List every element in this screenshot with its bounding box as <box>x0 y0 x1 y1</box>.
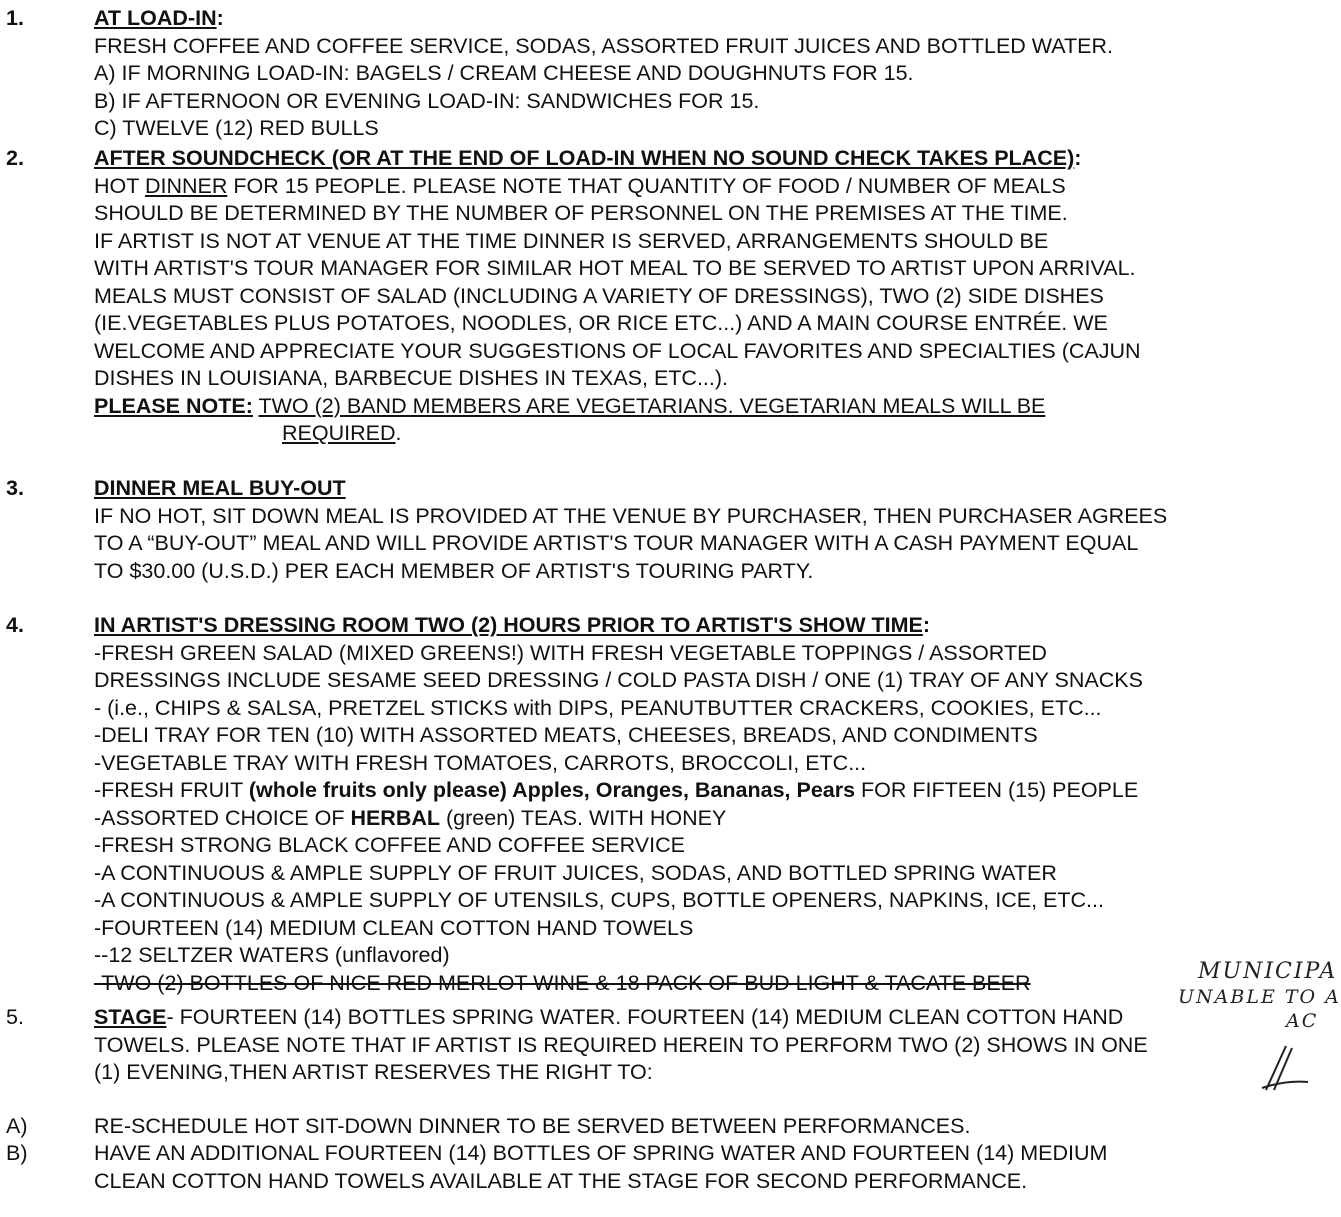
section-3 <box>94 475 1316 585</box>
section-4-line-2: DRESSINGS INCLUDE SESAME SEED DRESSING / COLD PASTA DISH / ONE (1) TRAY OF ANY SNACKS <box>94 668 1143 692</box>
handwritten-note-line-3: AC <box>1286 1010 1319 1032</box>
section-5-line-2: TOWELS. PLEASE NOTE THAT IF ARTIST IS REQUIRED HEREIN TO PERFORM TWO (2) SHOWS IN ONE <box>94 1032 1148 1057</box>
section-2-line-1: HOT DINNER FOR 15 PEOPLE. PLEASE NOTE THAT QUANTITY OF FOOD / NUMBER OF MEALS <box>94 173 1066 198</box>
tail-item-b-marker: B) <box>6 1141 28 1165</box>
section-4-line-6: -FRESH FRUIT (whole fruits only please) Apples, Oranges, Bananas, Pears FOR FIFTEEN (15) PEOPLE <box>94 778 1139 802</box>
tail-item-b <box>94 1140 1107 1195</box>
section-3-line-3: TO $30.00 (U.S.D.) PER EACH MEMBER OF ARTIST'S TOURING PARTY. <box>94 558 814 583</box>
section-4-line-7: -ASSORTED CHOICE OF HERBAL (green) TEAS. WITH HONEY <box>94 805 727 830</box>
section-2-line-2: SHOULD BE DETERMINED BY THE NUMBER OF PERSONNEL ON THE PREMISES AT THE TIME. <box>94 201 1068 225</box>
section-4-heading: IN ARTIST'S DRESSING ROOM TWO (2) HOURS PRIOR TO ARTIST'S SHOW TIME <box>94 613 923 637</box>
section-1-item-c: C) TWELVE (12) RED BULLS <box>94 116 379 140</box>
section-2-line-6: (IE.VEGETABLES PLUS POTATOES, NOODLES, OR RICE ETC...) AND A MAIN COURSE ENTRÉE. WE <box>94 311 1108 335</box>
section-2-line-7: WELCOME AND APPRECIATE YOUR SUGGESTIONS OF LOCAL FAVORITES AND SPECIALTIES (CAJUN <box>94 338 1141 363</box>
section-4 <box>94 612 1316 997</box>
section-4-heading-line: IN ARTIST'S DRESSING ROOM TWO (2) HOURS PRIOR TO ARTIST'S SHOW TIME: <box>94 613 931 637</box>
section-4-line-8: -FRESH STRONG BLACK COFFEE AND COFFEE SERVICE <box>94 833 685 857</box>
section-4-line-10: -A CONTINUOUS & AMPLE SUPPLY OF UTENSILS, CUPS, BOTTLE OPENERS, NAPKINS, ICE, ETC... <box>94 888 1104 912</box>
section-5 <box>94 1004 1319 1087</box>
section-2-heading: AFTER SOUNDCHECK (OR AT THE END OF LOAD-IN WHEN NO SOUND CHECK TAKES PLACE) <box>94 146 1075 170</box>
section-2-line-8: DISHES IN LOUISIANA, BARBECUE DISHES IN TEXAS, ETC...). <box>94 366 728 390</box>
stage-label: STAGE <box>94 1005 167 1029</box>
section-1-line-1: FRESH COFFEE AND COFFEE SERVICE, SODAS, ASSORTED FRUIT JUICES AND BOTTLED WATER. <box>94 33 1114 58</box>
tail-item-b-line-1: HAVE AN ADDITIONAL FOURTEEN (14) BOTTLES OF SPRING WATER AND FOURTEEN (14) MEDIUM <box>94 1141 1108 1165</box>
section-1-item-b: B) IF AFTERNOON OR EVENING LOAD-IN: SANDWICHES FOR 15. <box>94 88 760 113</box>
section-4-line-4: -DELI TRAY FOR TEN (10) WITH ASSORTED MEATS, CHEESES, BREADS, AND CONDIMENTS <box>94 723 1038 747</box>
section-2-line-3: IF ARTIST IS NOT AT VENUE AT THE TIME DINNER IS SERVED, ARRANGEMENTS SHOULD BE <box>94 228 1049 253</box>
handwritten-note-line-1: MUNICIPA <box>1198 959 1338 984</box>
section-5-line-3: (1) EVENING,THEN ARTIST RESERVES THE RIGHT TO: <box>94 1060 653 1084</box>
section-1-number: 1. <box>6 6 24 30</box>
section-4-line-3: - (i.e., CHIPS & SALSA, PRETZEL STICKS with DIPS, PEANUTBUTTER CRACKERS, COOKIES, ETC... <box>94 695 1102 720</box>
note-label: PLEASE NOTE: <box>94 393 253 418</box>
section-1-item-a: A) IF MORNING LOAD-IN: BAGELS / CREAM CHEESE AND DOUGHNUTS FOR 15. <box>94 61 914 85</box>
section-4-line-11: -FOURTEEN (14) MEDIUM CLEAN COTTON HAND TOWELS <box>94 915 694 940</box>
note-text: TWO (2) BAND MEMBERS ARE VEGETARIANS. VEGETARIAN MEALS WILL BE <box>258 393 1046 418</box>
section-1-heading-line: AT LOAD-IN: <box>94 6 224 30</box>
section-2-note <box>94 393 1316 421</box>
section-4-line-12: --12 SELTZER WATERS (unflavored) <box>94 943 450 967</box>
section-4-number: 4. <box>6 613 24 637</box>
section-2-number: 2. <box>6 146 24 170</box>
section-4-line-9: -A CONTINUOUS & AMPLE SUPPLY OF FRUIT JUICES, SODAS, AND BOTTLED SPRING WATER <box>94 860 1057 885</box>
tail-item-b-line-2: CLEAN COTTON HAND TOWELS AVAILABLE AT THE STAGE FOR SECOND PERFORMANCE. <box>94 1168 1028 1193</box>
section-5-line-1: STAGE- FOURTEEN (14) BOTTLES SPRING WATER. FOURTEEN (14) MEDIUM CLEAN COTTON HAND <box>94 1005 1124 1029</box>
section-4-line-5: -VEGETABLE TRAY WITH FRESH TOMATOES, CARROTS, BROCCOLI, ETC... <box>94 750 867 775</box>
section-2-note-cont: REQUIRED. <box>282 421 402 445</box>
section-4-line-1: -FRESH GREEN SALAD (MIXED GREENS!) WITH FRESH VEGETABLE TOPPINGS / ASSORTED <box>94 640 1047 665</box>
section-5-number: 5. <box>6 1005 24 1029</box>
section-2-line-5: MEALS MUST CONSIST OF SALAD (INCLUDING A VARIETY OF DRESSINGS), TWO (2) SIDE DISHES <box>94 283 1104 308</box>
section-1 <box>94 5 1316 143</box>
section-3-number: 3. <box>6 476 24 500</box>
section-2-line-4: WITH ARTIST'S TOUR MANAGER FOR SIMILAR HOT MEAL TO BE SERVED TO ARTIST UPON ARRIVAL. <box>94 256 1136 280</box>
section-3-heading: DINNER MEAL BUY-OUT <box>94 476 346 500</box>
section-3-line-1: IF NO HOT, SIT DOWN MEAL IS PROVIDED AT THE VENUE BY PURCHASER, THEN PURCHASER AGREES <box>94 503 1168 528</box>
section-4-struck-line: -TWO (2) BOTTLES OF NICE RED MERLOT WINE & 18 PACK OF BUD LIGHT & TACATE BEER <box>94 970 1031 995</box>
section-2 <box>94 145 1316 448</box>
section-1-heading: AT LOAD-IN <box>94 6 217 30</box>
section-2-heading-line: AFTER SOUNDCHECK (OR AT THE END OF LOAD-IN WHEN NO SOUND CHECK TAKES PLACE): <box>94 146 1082 170</box>
tail-item-a-text: RE-SCHEDULE HOT SIT-DOWN DINNER TO BE SERVED BETWEEN PERFORMANCES. <box>94 1114 971 1138</box>
handwritten-note-line-2: UNABLE TO A <box>1178 986 1341 1008</box>
section-3-line-2: TO A “BUY-OUT” MEAL AND WILL PROVIDE ARTIST'S TOUR MANAGER WITH A CASH PAYMENT EQUAL <box>94 531 1139 555</box>
tail-item-a-marker: A) <box>6 1114 28 1138</box>
